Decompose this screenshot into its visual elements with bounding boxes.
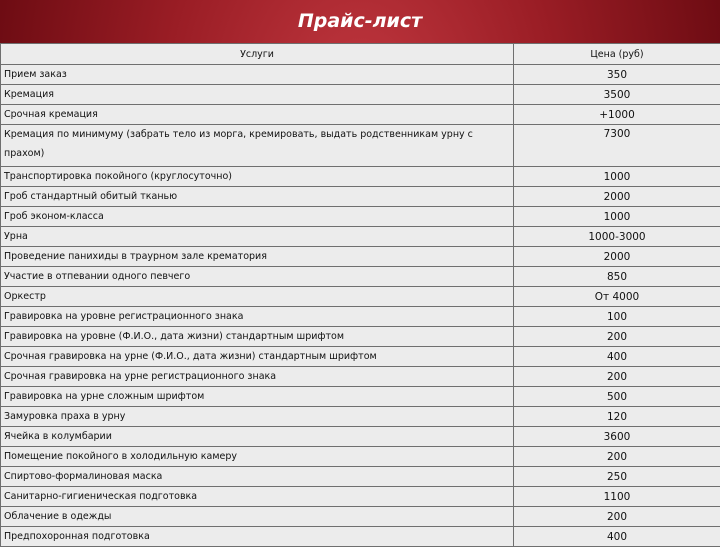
service-cell: Замуровка праха в урну (1, 407, 514, 427)
service-cell: Участие в отпевании одного певчего (1, 267, 514, 287)
service-cell: Кремация (1, 85, 514, 105)
price-cell: 400 (514, 527, 720, 547)
price-cell: 200 (514, 507, 720, 527)
table-row (1, 85, 720, 105)
price-cell: 120 (514, 407, 720, 427)
service-cell: Проведение панихиды в траурном зале крематория (1, 247, 514, 267)
table-row (1, 65, 720, 85)
table-body (1, 65, 720, 547)
table-row (1, 247, 720, 267)
price-cell: 3600 (514, 427, 720, 447)
table-header-row (1, 44, 720, 65)
service-cell: Гроб стандартный обитый тканью (1, 187, 514, 207)
service-cell: Облачение в одежды (1, 507, 514, 527)
price-cell: 200 (514, 327, 720, 347)
table-row (1, 227, 720, 247)
service-cell: Прием заказ (1, 65, 514, 85)
table-row (1, 307, 720, 327)
price-cell: 3500 (514, 85, 720, 105)
service-cell: Предпохоронная подготовка (1, 527, 514, 547)
price-cell: 2000 (514, 247, 720, 267)
price-cell: 200 (514, 447, 720, 467)
table-row (1, 125, 720, 167)
table-row (1, 327, 720, 347)
price-cell: 1000 (514, 207, 720, 227)
table-row (1, 347, 720, 367)
table-row (1, 187, 720, 207)
service-cell: Срочная кремация (1, 105, 514, 125)
price-cell: 350 (514, 65, 720, 85)
header-price: Цена (руб) (514, 44, 720, 65)
table-row (1, 167, 720, 187)
price-cell: 7300 (514, 125, 720, 167)
price-cell: 1000-3000 (514, 227, 720, 247)
table-row (1, 105, 720, 125)
price-cell: 1000 (514, 167, 720, 187)
table-row (1, 527, 720, 547)
price-table (0, 43, 720, 547)
service-cell: Санитарно-гигиеническая подготовка (1, 487, 514, 507)
service-cell: Гроб эконом-класса (1, 207, 514, 227)
service-cell: Урна (1, 227, 514, 247)
table-row (1, 427, 720, 447)
table-row (1, 287, 720, 307)
table-row (1, 467, 720, 487)
price-cell: 500 (514, 387, 720, 407)
price-cell: От 4000 (514, 287, 720, 307)
price-cell: 100 (514, 307, 720, 327)
price-cell: 400 (514, 347, 720, 367)
price-cell: 200 (514, 367, 720, 387)
service-cell: Гравировка на уровне (Ф.И.О., дата жизни) стандартным шрифтом (1, 327, 514, 347)
service-cell: Оркестр (1, 287, 514, 307)
service-cell: Гравировка на уровне регистрационного знака (1, 307, 514, 327)
service-cell: Спиртово-формалиновая маска (1, 467, 514, 487)
table-row (1, 447, 720, 467)
service-cell: Гравировка на урне сложным шрифтом (1, 387, 514, 407)
price-cell: 2000 (514, 187, 720, 207)
service-cell: Ячейка в колумбарии (1, 427, 514, 447)
price-cell: +1000 (514, 105, 720, 125)
table-row (1, 267, 720, 287)
table-row (1, 407, 720, 427)
table-row (1, 387, 720, 407)
table-row (1, 507, 720, 527)
table-row (1, 207, 720, 227)
slide-title: Прайс-лист (0, 6, 720, 36)
service-cell: Кремация по минимуму (забрать тело из морга, кремировать, выдать родственникам урну с прахом) (1, 125, 514, 167)
price-cell: 1100 (514, 487, 720, 507)
table-row (1, 487, 720, 507)
service-cell: Помещение покойного в холодильную камеру (1, 447, 514, 467)
table-row (1, 367, 720, 387)
price-cell: 250 (514, 467, 720, 487)
service-cell: Транспортировка покойного (круглосуточно) (1, 167, 514, 187)
price-cell: 850 (514, 267, 720, 287)
service-cell: Срочная гравировка на урне (Ф.И.О., дата жизни) стандартным шрифтом (1, 347, 514, 367)
service-cell: Срочная гравировка на урне регистрационного знака (1, 367, 514, 387)
header-services: Услуги (1, 44, 514, 65)
